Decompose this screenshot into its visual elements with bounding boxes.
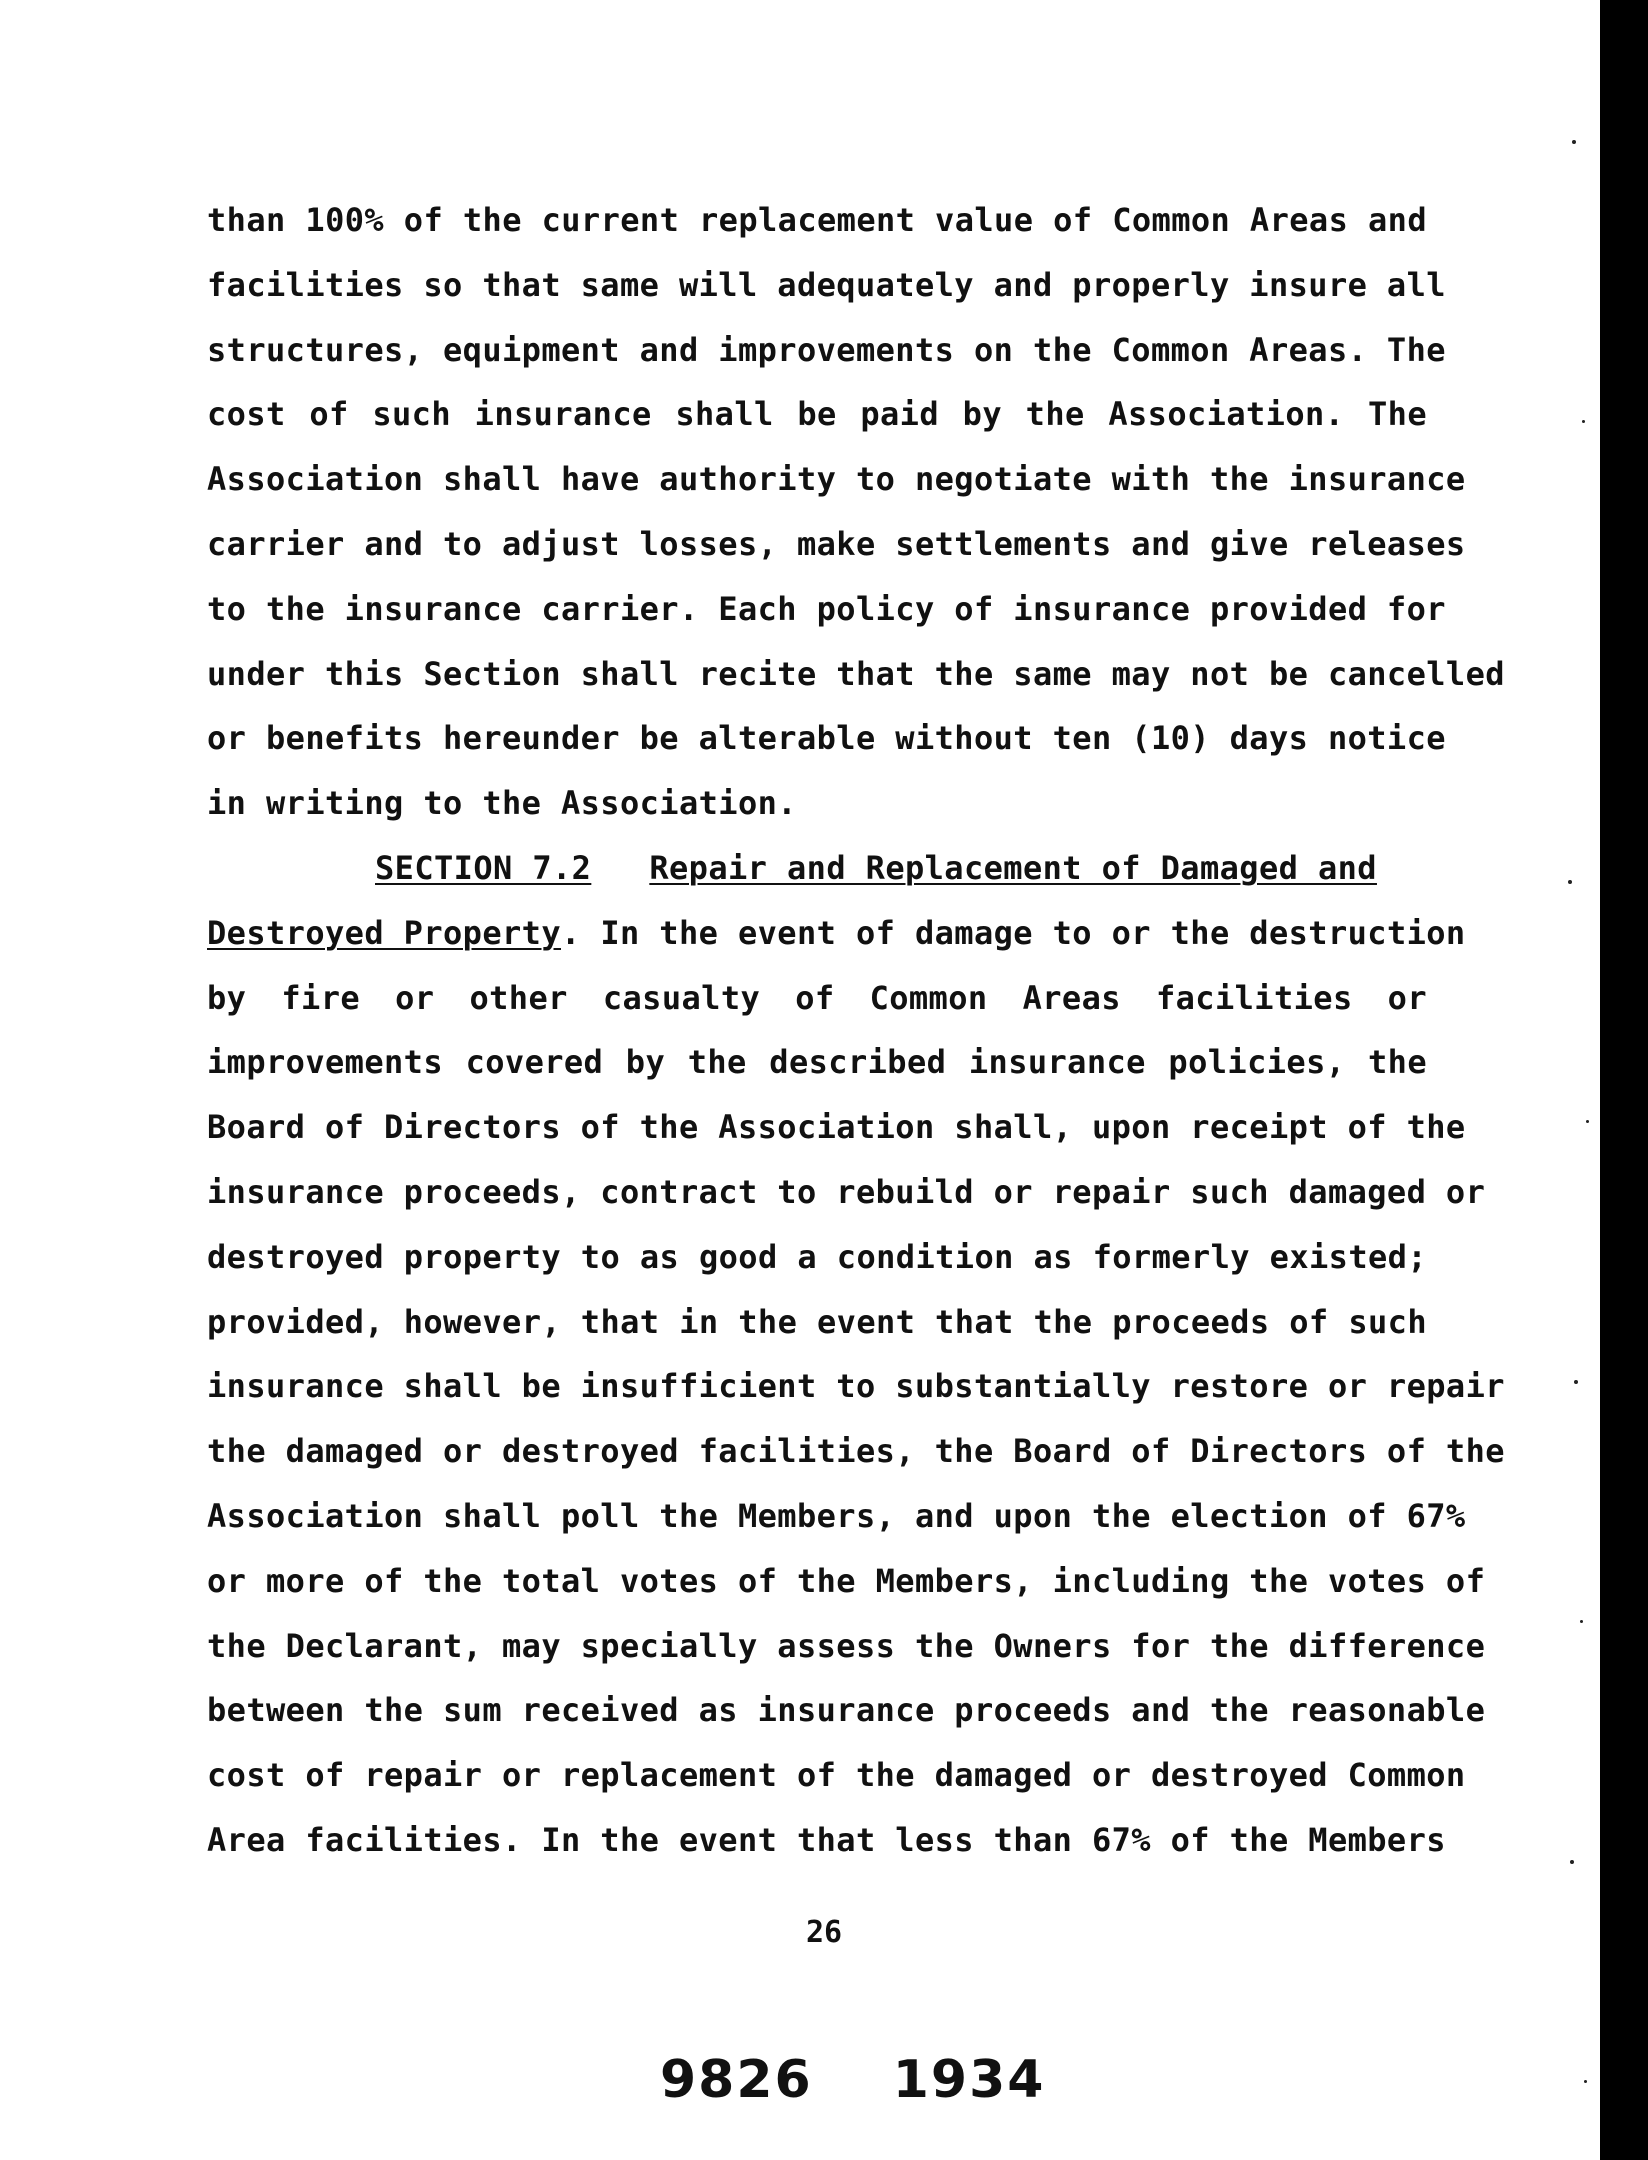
- body-text: [207, 188, 1505, 1873]
- text-line: or benefits hereunder be alterable without ten (10) days notice: [207, 719, 1446, 758]
- text-line: provided, however, that in the event that the proceeds of such: [207, 1302, 1427, 1341]
- text-line: than 100% of the current replacement value of Common Areas and: [207, 201, 1427, 239]
- text-line: carrier and to adjust losses, make settlements and give releases: [207, 524, 1466, 563]
- text-line: or more of the total votes of the Members, including the votes of: [207, 1561, 1486, 1600]
- text-line: the Declarant, may specially assess the Owners for the difference: [207, 1626, 1486, 1665]
- section-title: Repair and Replacement of Damaged and: [649, 848, 1377, 887]
- text-line: between the sum received as insurance proceeds and the reasonable: [207, 1691, 1486, 1730]
- section-heading-line-2: [207, 901, 1466, 966]
- text-line: under this Section shall recite that the same may not be cancelled: [207, 654, 1505, 693]
- text-line: cost of repair or replacement of the damaged or destroyed Common: [207, 1756, 1466, 1795]
- text-line: Board of Directors of the Association shall, upon receipt of the: [207, 1108, 1466, 1147]
- text-line: in writing to the Association.: [207, 784, 797, 823]
- page-number: 26: [805, 1915, 843, 1950]
- text-line: by fire or other casualty of Common Areas facilities or: [207, 978, 1427, 1017]
- scan-edge-noise: [1560, 0, 1600, 2160]
- section-number: SECTION 7.2: [375, 848, 592, 887]
- section-title-cont: Destroyed Property: [207, 913, 561, 952]
- bates-number-left: 9826: [660, 2050, 813, 2110]
- text-line: facilities so that same will adequately and properly insure all: [207, 265, 1446, 304]
- text-line: insurance proceeds, contract to rebuild or repair such damaged or: [207, 1172, 1486, 1211]
- text-line: cost of such insurance shall be paid by the Association. The: [207, 395, 1427, 434]
- section-heading-line: [207, 836, 1427, 901]
- text-line: Association shall have authority to negotiate with the insurance: [207, 460, 1466, 499]
- section-text-start: . In the event of damage to or the destruction: [560, 913, 1466, 952]
- text-line: to the insurance carrier. Each policy of insurance provided for: [207, 589, 1446, 628]
- text-line: improvements covered by the described insurance policies, the: [207, 1043, 1427, 1082]
- scan-border: [1600, 0, 1648, 2160]
- text-line: structures, equipment and improvements on the Common Areas. The: [207, 330, 1446, 369]
- text-line: insurance shall be insufficient to substantially restore or repair: [207, 1367, 1505, 1406]
- text-line: the damaged or destroyed facilities, the Board of Directors of the: [207, 1432, 1505, 1471]
- text-line: Association shall poll the Members, and upon the election of 67%: [207, 1496, 1466, 1535]
- text-line: destroyed property to as good a condition as formerly existed;: [207, 1237, 1427, 1276]
- bates-number: [660, 2050, 1045, 2110]
- bates-number-right: 1934: [892, 2050, 1046, 2110]
- text-line: Area facilities. In the event that less than 67% of the Members: [207, 1820, 1446, 1859]
